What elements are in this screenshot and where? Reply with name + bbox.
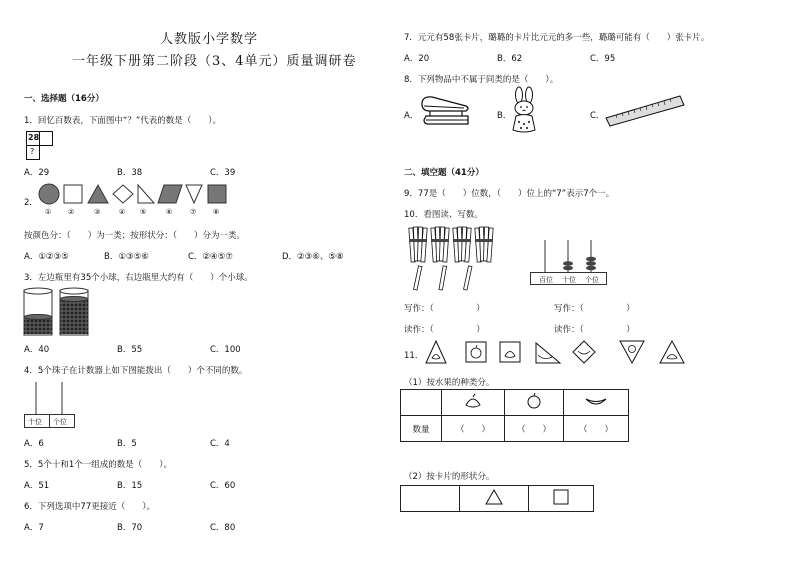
q1-option-c[interactable]: C．39 [210, 168, 236, 178]
abacus-label-tens: 十位 [562, 276, 576, 284]
q8-option-b[interactable]: B． [497, 111, 512, 121]
fruit-count-table [400, 389, 629, 442]
shape-white-inverted-triangle [186, 185, 202, 203]
header-peach-cell [442, 390, 505, 416]
square-icon [553, 489, 569, 505]
grid-cell-unknown: ? [30, 147, 35, 156]
shape-white-right-triangle [138, 185, 154, 203]
circled-8: ⑧ [213, 208, 220, 216]
exam-title: 人教版小学数学 [160, 32, 259, 47]
circled-6: ⑥ [166, 208, 173, 216]
shape-white-diamond [113, 185, 133, 203]
bunny-doll-icon [508, 86, 542, 136]
q4-option-c[interactable]: C．4 [210, 439, 230, 449]
diamond-card-banana [573, 341, 595, 363]
q9-text: 9．77是（ ）位数，（ ）位上的“7”表示7个一。 [404, 189, 615, 199]
shape-square-cell [529, 486, 594, 512]
shape-sort-table [400, 485, 594, 512]
row-label-count: 数量 [401, 416, 442, 442]
q8-option-a[interactable]: A． [404, 111, 419, 121]
q1-text: 1．回忆百数表，下面图中“？”代表的数是（ ）。 [24, 116, 221, 126]
q4-option-b[interactable]: B．5 [117, 439, 137, 449]
q2-option-d[interactable]: D．②③⑥、⑤⑧ [282, 252, 344, 262]
q1-option-a[interactable]: A．29 [24, 168, 50, 178]
q11-sub1: （1）按水果的种类分。 [404, 378, 495, 388]
section-choice-heading: 一、选择题（16分） [24, 94, 104, 104]
q2-option-a[interactable]: A．①②③⑤ [24, 252, 69, 262]
q3-option-c[interactable]: C．100 [210, 345, 241, 355]
q1-option-b[interactable]: B．38 [117, 168, 143, 178]
shape-gray-circle [39, 184, 59, 204]
label-ones: 个位 [53, 418, 67, 426]
q3-text: 3．左边瓶里有35个小球，右边瓶里大约有（ ）个小球。 [24, 273, 253, 283]
q7-text: 7．元元有58张卡片，璐璐的卡片比元元的多一些，璐璐可能有（ ）张卡片。 [404, 33, 710, 43]
count-banana-blank[interactable]: （ ） [564, 416, 629, 442]
count-apple-blank[interactable]: （ ） [505, 416, 564, 442]
square-card-apple [466, 342, 486, 362]
shape-gray-triangle [88, 185, 108, 203]
circled-1: ① [45, 208, 52, 216]
q5-option-a[interactable]: A．51 [24, 481, 50, 491]
q5-option-c[interactable]: C．60 [210, 481, 236, 491]
q10-text: 10．看图读、写数。 [404, 210, 483, 220]
q8-text: 8．下列物品中不属于同类的是（ ）。 [404, 75, 559, 85]
q11-number: 11． [404, 351, 424, 361]
shape-gray-square [208, 185, 226, 203]
triangle-card-peach [426, 341, 446, 363]
q6-option-c[interactable]: C．80 [210, 523, 236, 533]
header-banana-cell [564, 390, 629, 416]
q5-text: 5．5个十和1个一组成的数是（ ）。 [24, 460, 172, 470]
q7-option-c[interactable]: C．95 [590, 54, 616, 64]
q2-number: 2． [24, 198, 38, 208]
right-jar [60, 288, 88, 335]
label-tens: 十位 [28, 418, 42, 426]
shape-triangle-cell [460, 486, 529, 512]
q3-option-b[interactable]: B．55 [117, 345, 143, 355]
shape-sort-blank-cell[interactable] [401, 486, 460, 512]
stick-bundle [409, 227, 427, 262]
q2-text: 按颜色分：（ ）为一类；按形状分：（ ）分为一类。 [24, 231, 246, 241]
triangle-card-peach-2 [660, 341, 684, 363]
q11-sub2: （2）按卡片的形状分。 [404, 472, 495, 482]
header-apple-cell [505, 390, 564, 416]
q4-option-a[interactable]: A．6 [24, 439, 44, 449]
q6-option-a[interactable]: A．7 [24, 523, 44, 533]
square-card-peach [500, 342, 520, 362]
stapler-icon [418, 94, 470, 130]
circled-4: ④ [119, 208, 126, 216]
abacus-label-hundreds: 百位 [539, 276, 553, 284]
banana-icon [584, 393, 608, 409]
q2-option-c[interactable]: C．②④⑤⑦ [188, 252, 233, 262]
shape-white-square [64, 185, 82, 203]
q4-text: 4．5个珠子在计数器上如下图能拨出（ ）个不同的数。 [24, 366, 248, 376]
peach-icon [463, 393, 483, 409]
right-triangle-card-banana [536, 343, 560, 363]
q5-option-b[interactable]: B．15 [117, 481, 143, 491]
read-right[interactable]: 读作：（ ） [554, 325, 635, 335]
q2-option-b[interactable]: B．①③⑤⑥ [104, 252, 149, 262]
circled-5: ⑤ [140, 208, 147, 216]
write-right[interactable]: 写作：（ ） [554, 304, 635, 314]
shape-gray-parallelogram [158, 185, 182, 203]
left-jar [24, 288, 52, 335]
fruit-cards [424, 339, 694, 365]
grid-cell-28: 28 [28, 133, 40, 142]
q8-option-c[interactable]: C． [590, 111, 605, 121]
ruler-icon [604, 94, 686, 128]
q6-option-b[interactable]: B．70 [117, 523, 143, 533]
inverted-triangle-card-apple [620, 341, 644, 363]
count-peach-blank[interactable]: （ ） [442, 416, 505, 442]
stick-bundles [408, 226, 498, 292]
exam-subtitle: 一年级下册第二阶段（3、4单元）质量调研卷 [72, 54, 357, 69]
q3-option-a[interactable]: A．40 [24, 345, 50, 355]
triangle-icon [485, 489, 503, 505]
q2-shapes [38, 184, 238, 206]
apple-icon [524, 393, 544, 409]
section-fill-heading: 二、填空题（41分） [404, 168, 484, 178]
q7-option-b[interactable]: B．62 [497, 54, 523, 64]
q6-text: 6．下列选项中77更接近（ ）。 [24, 502, 155, 512]
q3-jars [22, 287, 92, 339]
abacus-label-ones: 个位 [585, 276, 599, 284]
circled-3: ③ [94, 208, 101, 216]
circled-2: ② [68, 208, 75, 216]
q7-option-a[interactable]: A．20 [404, 54, 430, 64]
table-corner-cell [401, 390, 442, 416]
read-left[interactable]: 读作：（ ） [404, 325, 485, 335]
write-left[interactable]: 写作：（ ） [404, 304, 485, 314]
circled-7: ⑦ [190, 208, 197, 216]
